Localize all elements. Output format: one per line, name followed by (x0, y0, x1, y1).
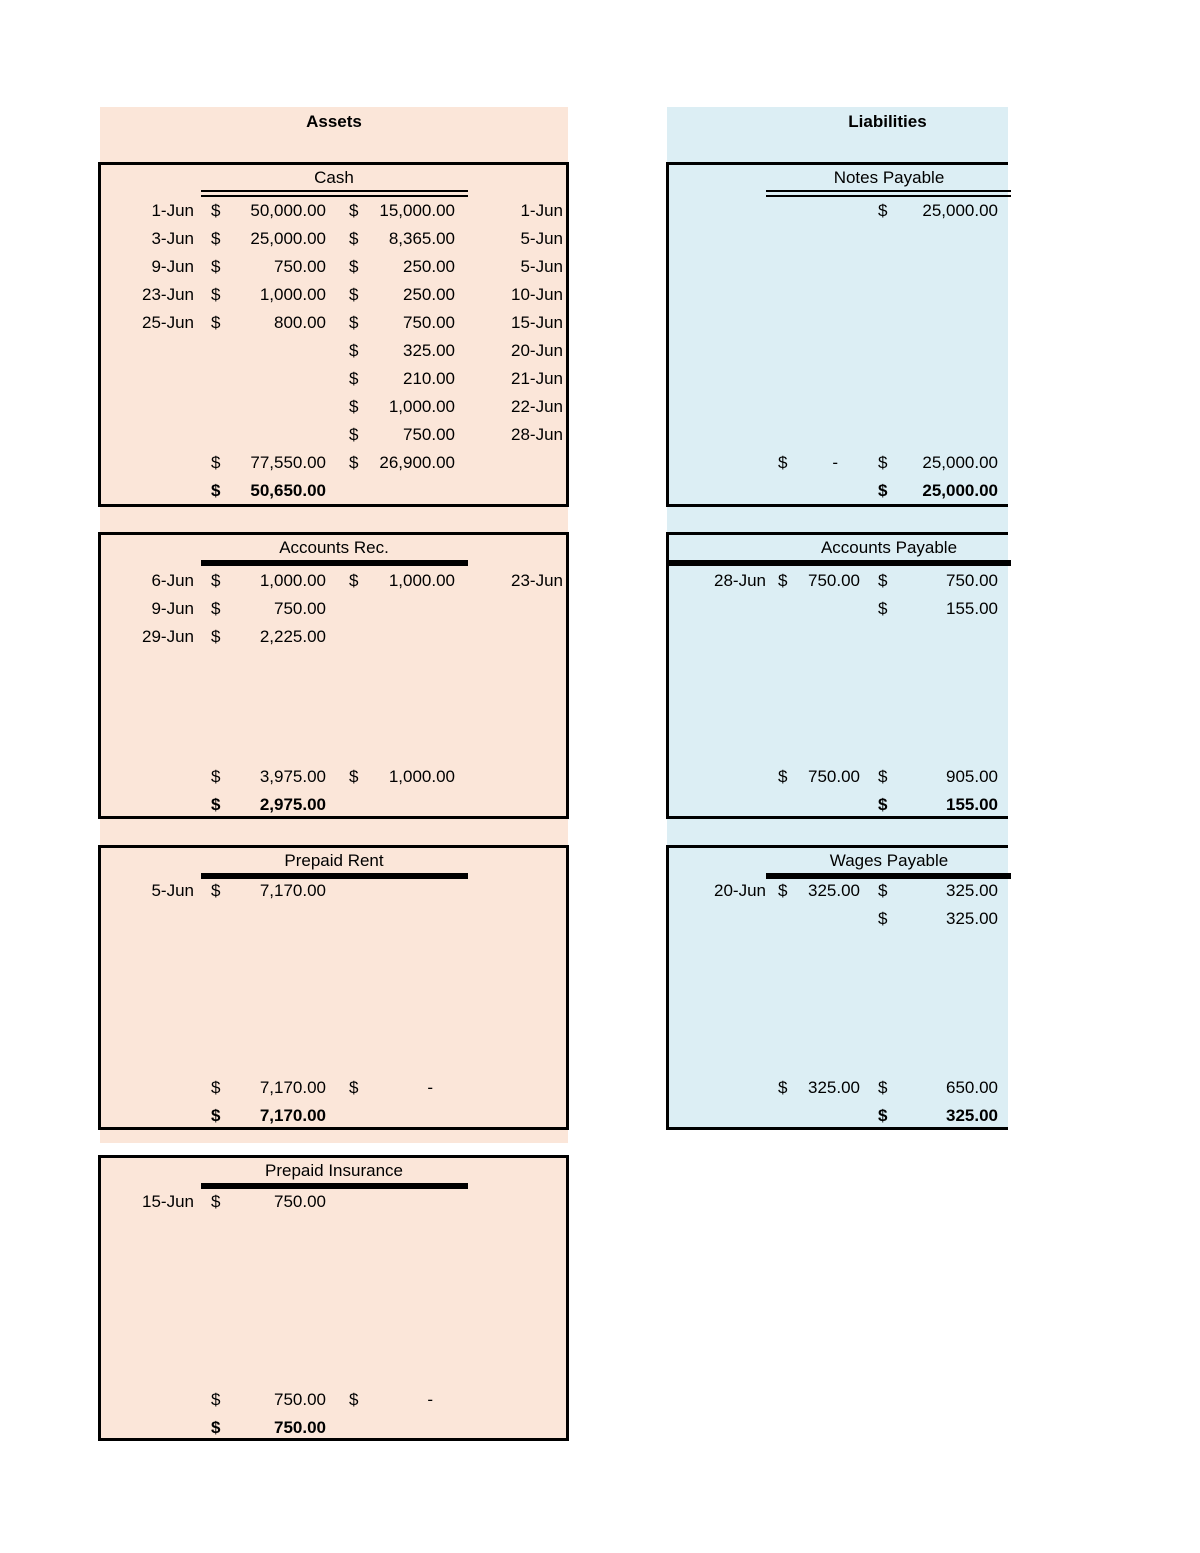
credit-total: - (427, 1390, 433, 1409)
credit-date: 5-Jun (520, 257, 563, 276)
ledger-row (101, 877, 566, 905)
assets-heading: Assets (306, 112, 362, 131)
debit-dollar: $ (211, 1078, 221, 1097)
debit-dollar: $ (778, 453, 788, 472)
prepaid-rent-account (98, 845, 569, 1130)
credit-date: 22-Jun (511, 397, 563, 416)
totals-row (669, 449, 1008, 477)
debit-dollar: $ (778, 1078, 788, 1097)
credit-dollar: $ (349, 369, 359, 388)
credit-amount: 325.00 (946, 881, 998, 900)
accounts-payable-account (666, 532, 1008, 819)
credit-amount: 750.00 (946, 571, 998, 590)
credit-total: 650.00 (946, 1078, 998, 1097)
balance-row (669, 791, 1008, 819)
ledger-row (101, 253, 566, 281)
credit-total: 905.00 (946, 767, 998, 786)
totals-row (101, 763, 566, 791)
credit-dollar: $ (878, 201, 888, 220)
debit-date: 29-Jun (142, 627, 194, 646)
credit-amount: 1,000.00 (388, 571, 455, 590)
debit-amount: 1,000.00 (259, 285, 326, 304)
balance-row (101, 1414, 566, 1442)
credit-dollar: $ (878, 453, 888, 472)
credit-amount: 15,000.00 (379, 201, 455, 220)
credit-balance: 325.00 (946, 1106, 998, 1125)
balance-row (669, 1102, 1008, 1130)
credit-dollar: $ (878, 1078, 888, 1097)
credit-dollar: $ (878, 1106, 888, 1125)
account-title: Prepaid Rent (284, 851, 384, 870)
debit-date: 9-Jun (151, 599, 194, 618)
debit-total: 3,975.00 (259, 767, 326, 786)
debit-balance: 750.00 (274, 1418, 326, 1437)
account-title: Wages Payable (829, 851, 949, 870)
t-account-rule (201, 190, 468, 197)
debit-date: 6-Jun (151, 571, 194, 590)
debit-dollar: $ (211, 1192, 221, 1211)
wages-payable-account (666, 845, 1008, 1130)
debit-balance: 2,975.00 (259, 795, 326, 814)
credit-date: 21-Jun (511, 369, 563, 388)
credit-dollar: $ (349, 285, 359, 304)
credit-dollar: $ (349, 767, 359, 786)
debit-date: 25-Jun (142, 313, 194, 332)
credit-amount: 250.00 (403, 257, 455, 276)
account-title: Notes Payable (833, 168, 945, 187)
debit-date: 15-Jun (142, 1192, 194, 1211)
credit-dollar: $ (349, 313, 359, 332)
ledger-row (101, 393, 566, 421)
credit-total: 1,000.00 (388, 767, 455, 786)
totals-row (101, 1074, 566, 1102)
debit-dollar: $ (211, 257, 221, 276)
debit-dollar: $ (211, 795, 221, 814)
balance-row (101, 791, 566, 819)
credit-dollar: $ (349, 257, 359, 276)
totals-row (101, 1386, 566, 1414)
credit-dollar: $ (349, 425, 359, 444)
debit-dollar: $ (211, 481, 221, 500)
ledger-row (101, 567, 566, 595)
credit-dollar: $ (878, 795, 888, 814)
ledger-row (669, 877, 1008, 905)
ledger-row (669, 567, 1008, 595)
debit-dollar: $ (211, 571, 221, 590)
ledger-row (101, 309, 566, 337)
debit-dollar: $ (211, 881, 221, 900)
account-title: Cash (314, 168, 354, 187)
debit-dollar: $ (211, 285, 221, 304)
debit-amount: 325.00 (808, 881, 860, 900)
credit-amount: 155.00 (946, 599, 998, 618)
prepaid-insurance-account (98, 1155, 569, 1441)
debit-amount: 750.00 (274, 257, 326, 276)
credit-amount: 750.00 (403, 425, 455, 444)
balance-row (101, 1102, 566, 1130)
credit-dollar: $ (878, 767, 888, 786)
account-title: Prepaid Insurance (265, 1161, 403, 1180)
debit-amount: 750.00 (274, 599, 326, 618)
credit-amount: 210.00 (403, 369, 455, 388)
credit-date: 15-Jun (511, 313, 563, 332)
debit-amount: 750.00 (808, 571, 860, 590)
debit-amount: 800.00 (274, 313, 326, 332)
credit-dollar: $ (878, 481, 888, 500)
credit-dollar: $ (349, 201, 359, 220)
t-account-rule (766, 190, 1011, 197)
debit-amount: 50,000.00 (250, 201, 326, 220)
t-account-rule (669, 560, 1011, 566)
debit-dollar: $ (778, 767, 788, 786)
credit-date: 5-Jun (520, 229, 563, 248)
debit-dollar: $ (211, 1390, 221, 1409)
debit-amount: 2,225.00 (259, 627, 326, 646)
debit-dollar: $ (211, 453, 221, 472)
debit-balance: 7,170.00 (259, 1106, 326, 1125)
account-title: Accounts Payable (820, 538, 958, 557)
debit-amount: 750.00 (274, 1192, 326, 1211)
ledger-row (101, 225, 566, 253)
account-title: Accounts Rec. (279, 538, 389, 557)
debit-total: 750.00 (274, 1390, 326, 1409)
ledger-row (101, 281, 566, 309)
credit-dollar: $ (878, 881, 888, 900)
ledger-row (669, 595, 1008, 623)
credit-amount: 325.00 (946, 909, 998, 928)
credit-amount: 8,365.00 (388, 229, 455, 248)
credit-date: 20-Jun (511, 341, 563, 360)
debit-total: 7,170.00 (259, 1078, 326, 1097)
liabilities-heading: Liabilities (848, 112, 927, 131)
debit-amount: 25,000.00 (250, 229, 326, 248)
credit-amount: 1,000.00 (388, 397, 455, 416)
accounts-rec-account (98, 532, 569, 819)
debit-dollar: $ (211, 767, 221, 786)
debit-dollar: $ (211, 1106, 221, 1125)
credit-amount: 750.00 (403, 313, 455, 332)
credit-dollar: $ (878, 571, 888, 590)
cash-account (98, 162, 569, 507)
ledger-row (101, 1188, 566, 1216)
credit-dollar: $ (349, 341, 359, 360)
debit-dollar: $ (211, 1418, 221, 1437)
debit-dollar: $ (211, 599, 221, 618)
ledger-row (101, 197, 566, 225)
credit-dollar: $ (349, 397, 359, 416)
credit-date: 28-Jun (511, 425, 563, 444)
debit-date: 1-Jun (151, 201, 194, 220)
debit-amount: 7,170.00 (259, 881, 326, 900)
totals-row (669, 763, 1008, 791)
ledger-row (101, 337, 566, 365)
debit-balance: 50,650.00 (250, 481, 326, 500)
debit-total: 325.00 (808, 1078, 860, 1097)
credit-dollar: $ (349, 1078, 359, 1097)
credit-balance: 25,000.00 (922, 481, 998, 500)
credit-dollar: $ (878, 599, 888, 618)
credit-total: 26,900.00 (379, 453, 455, 472)
ledger-row (101, 421, 566, 449)
debit-dollar: $ (778, 571, 788, 590)
ledger-row (101, 595, 566, 623)
ledger-row (101, 623, 566, 651)
credit-dollar: $ (349, 229, 359, 248)
debit-date: 28-Jun (714, 571, 766, 590)
ledger-row (669, 905, 1008, 933)
credit-total: - (427, 1078, 433, 1097)
debit-amount: 1,000.00 (259, 571, 326, 590)
debit-dollar: $ (211, 313, 221, 332)
credit-date: 10-Jun (511, 285, 563, 304)
credit-dollar: $ (349, 453, 359, 472)
balance-row (101, 477, 566, 505)
debit-dollar: $ (211, 229, 221, 248)
notes-payable-account (666, 162, 1008, 507)
credit-dollar: $ (349, 1390, 359, 1409)
credit-amount: 250.00 (403, 285, 455, 304)
credit-date: 1-Jun (520, 201, 563, 220)
ledger-row (669, 197, 1008, 225)
debit-date: 9-Jun (151, 257, 194, 276)
debit-date: 5-Jun (151, 881, 194, 900)
t-account-rule (201, 560, 468, 566)
debit-dollar: $ (778, 881, 788, 900)
debit-total: 77,550.00 (250, 453, 326, 472)
totals-row (669, 1074, 1008, 1102)
credit-balance: 155.00 (946, 795, 998, 814)
balance-row (669, 477, 1008, 505)
credit-amount: 25,000.00 (922, 201, 998, 220)
debit-dollar: $ (211, 627, 221, 646)
debit-total: - (832, 453, 838, 472)
credit-date: 23-Jun (511, 571, 563, 590)
debit-dollar: $ (211, 201, 221, 220)
credit-total: 25,000.00 (922, 453, 998, 472)
debit-date: 3-Jun (151, 229, 194, 248)
debit-date: 23-Jun (142, 285, 194, 304)
credit-amount: 325.00 (403, 341, 455, 360)
ledger-row (101, 365, 566, 393)
debit-date: 20-Jun (714, 881, 766, 900)
credit-dollar: $ (878, 909, 888, 928)
credit-dollar: $ (349, 571, 359, 590)
totals-row (101, 449, 566, 477)
debit-total: 750.00 (808, 767, 860, 786)
